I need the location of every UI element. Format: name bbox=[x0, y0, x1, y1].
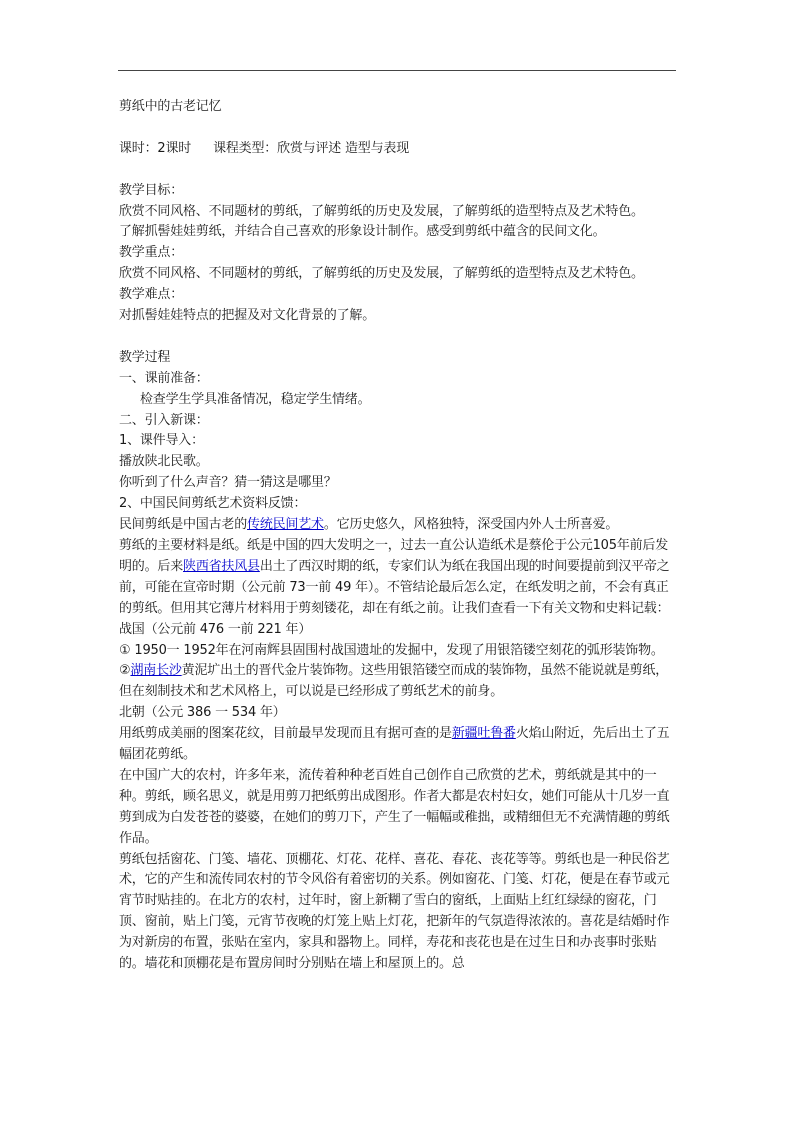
blank-line bbox=[119, 327, 679, 348]
document-title: 剪纸中的古老记忆 bbox=[119, 99, 222, 114]
section-heading: 二、引入新课： bbox=[119, 412, 209, 428]
intro-text: 播放陕北民歌。 bbox=[119, 454, 209, 470]
section-heading: 一、课前准备： bbox=[119, 370, 209, 386]
document-body bbox=[119, 97, 679, 975]
paragraph: 用纸剪成美丽的图案花纹，目前最早发现而且有据可查的是新疆吐鲁番火焰山附近，先后出土了五幅团花剪纸。 bbox=[119, 726, 670, 763]
key-heading: 教学重点： bbox=[119, 245, 184, 261]
goal-text: 欣赏不同风格、不同题材的剪纸，了解剪纸的历史及发展，了解剪纸的造型特点及艺术特色。 bbox=[119, 203, 644, 219]
link-changsha[interactable]: 湖南长沙 bbox=[130, 663, 182, 679]
blank-line bbox=[119, 118, 679, 139]
difficulty-text: 对抓髻娃娃特点的把握及对文化背景的了解。 bbox=[119, 308, 376, 324]
lesson-type: 课程类型：欣赏与评述 造型与表现 bbox=[213, 140, 410, 156]
blank-line bbox=[119, 160, 679, 181]
lesson-hours: 课时：2课时 bbox=[119, 140, 192, 156]
lesson-meta bbox=[119, 139, 679, 160]
subsection-heading: 1、课件导入： bbox=[119, 433, 204, 449]
era-heading: 战国（公元前 476 一前 221 年） bbox=[119, 621, 312, 637]
goal-heading: 教学目标： bbox=[119, 182, 184, 198]
prep-text: 检查学生学具准备情况，稳定学生情绪。 bbox=[140, 391, 371, 407]
link-fufeng-county[interactable]: 陕西省扶风县 bbox=[183, 558, 260, 574]
difficulty-heading: 教学难点： bbox=[119, 287, 184, 303]
paragraph: 在中国广大的农村，许多年来，流传着种种老百姓自己创作自己欣赏的艺术，剪纸就是其中的一种。剪纸，顾名思义，就是用剪刀把纸剪出成图形。作者大都是农村妇女，她们可能从十几岁一直剪到成为白发苍苍的婆婆，在她们的剪刀下，产生了一幅幅或稚拙，或精细但无不充满情趣的剪纸作品。 bbox=[119, 767, 670, 846]
subsection-heading: 2、中国民间剪纸艺术资料反馈： bbox=[119, 496, 307, 512]
key-text: 欣赏不同风格、不同题材的剪纸，了解剪纸的历史及发展，了解剪纸的造型特点及艺术特色。 bbox=[119, 266, 644, 282]
paragraph: 民间剪纸是中国古老的传统民间艺术。它历史悠久，风格独特，深受国内外人士所喜爱。 bbox=[119, 517, 619, 533]
intro-question: 你听到了什么声音？猜一猜这是哪里？ bbox=[119, 475, 337, 491]
process-heading: 教学过程 bbox=[119, 349, 171, 365]
paragraph: 剪纸的主要材料是纸。纸是中国的四大发明之一，过去一直公认造纸术是蔡伦于公元105年前后发明的。后来陕西省扶风县出土了西汉时期的纸，专家们认为纸在我国出现的时间要提前到汉平帝之前，可能在宣帝时期（公元前 73一前 49 年）。不管结论最后怎么定，在纸发明之前，不会有真正的剪纸。但用其它薄片材料用于剪刻镂花，却在有纸之前。让我们查看一下有关文物和史料记载： bbox=[119, 537, 670, 616]
era-heading: 北朝（公元 386 一 534 年） bbox=[119, 705, 286, 721]
goal-text: 了解抓髻娃娃剪纸，并结合自己喜欢的形象设计制作。感受到剪纸中蕴含的民间文化。 bbox=[119, 224, 606, 240]
list-item: ① 1950一 1952年在河南辉县固围村战国遗址的发掘中，发现了用银箔镂空刻花的弧形装饰物。 bbox=[119, 642, 664, 658]
paragraph: 剪纸包括窗花、门笺、墙花、顶棚花、灯花、花样、喜花、春花、丧花等等。剪纸也是一种民俗艺术，它的产生和流传同农村的节令风俗有着密切的关系。例如窗花、门笺、灯花，便是在春节或元宵节时贴挂的。在北方的农村，过年时，窗上新糊了雪白的窗纸，上面贴上红红绿绿的窗花，门顶、窗前，贴上门笺，元宵节夜晚的灯笼上贴上灯花，把新年的气氛造得浓浓的。喜花是结婚时作为对新房的布置，张贴在室内，家具和器物上。同样，寿花和丧花也是在过生日和办丧事时张贴的。墙花和顶棚花是布置房间时分别贴在墙上和屋顶上的。总 bbox=[119, 851, 670, 972]
header-rule bbox=[118, 70, 676, 71]
list-item: ②湖南长沙黄泥圹出土的晋代金片装饰物。这些用银箔镂空而成的装饰物，虽然不能说就是剪纸，但在刻制技术和艺术风格上，可以说是已经形成了剪纸艺术的前身。 bbox=[119, 663, 669, 700]
link-traditional-folk-art[interactable]: 传统民间艺术 bbox=[247, 517, 324, 533]
link-turpan[interactable]: 新疆吐鲁番 bbox=[451, 726, 516, 742]
